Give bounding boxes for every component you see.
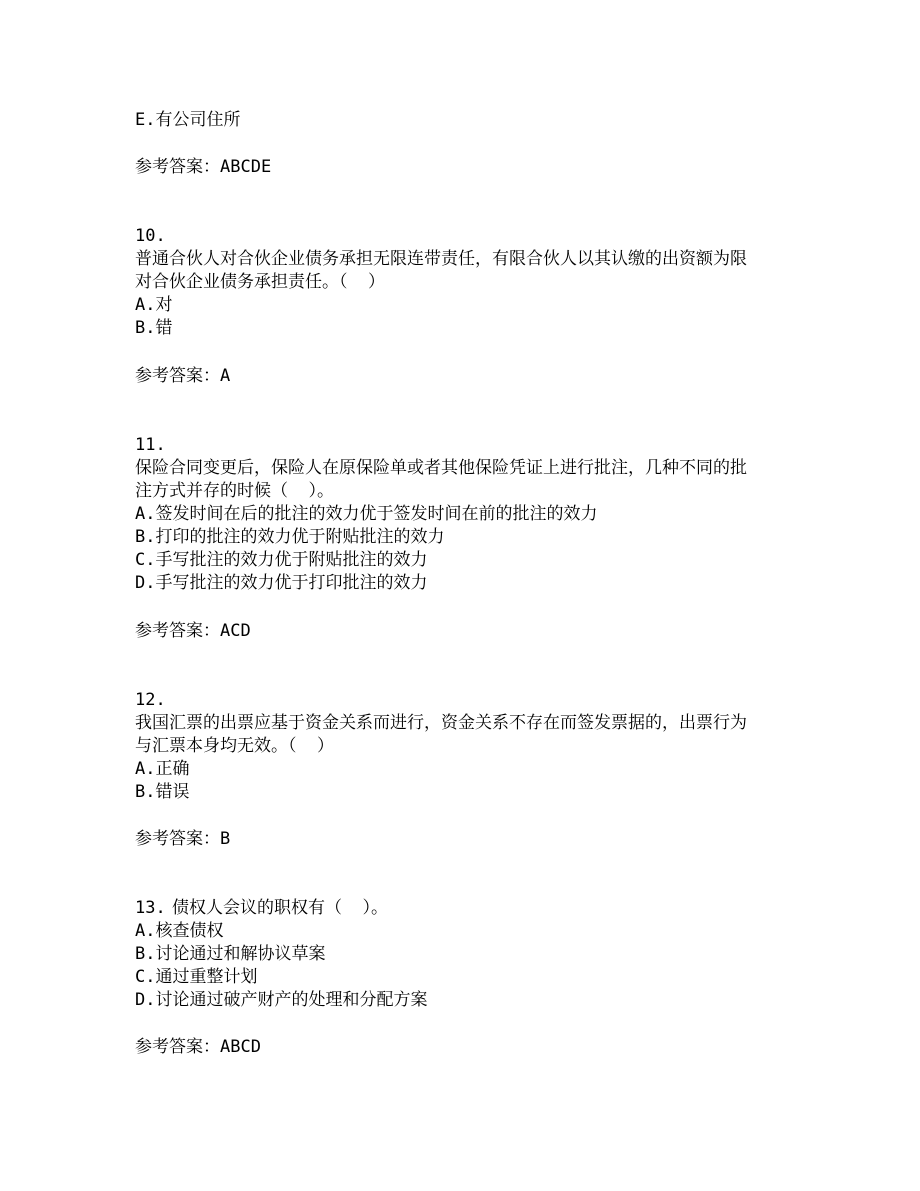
question-stem-line: 普通合伙人对合伙企业债务承担无限连带责任，有限合伙人以其认缴的出资额为限 (135, 249, 747, 269)
option-b: B.打印的批注的效力优于附贴批注的效力 (135, 527, 445, 547)
answer-12: 参考答案：B (135, 829, 231, 849)
question-number: 11. (135, 435, 166, 455)
option-c: C.通过重整计划 (135, 967, 258, 987)
option-b: B.错 (135, 318, 173, 338)
option-a: A.正确 (135, 759, 190, 779)
option-d: D.讨论通过破产财产的处理和分配方案 (135, 990, 428, 1010)
option-c: C.手写批注的效力优于附贴批注的效力 (135, 550, 428, 570)
answer-9: 参考答案：ABCDE (135, 157, 272, 177)
question-number: 10. (135, 226, 166, 246)
answer-10: 参考答案：A (135, 366, 231, 386)
question-stem-line: 我国汇票的出票应基于资金关系而进行，资金关系不存在而签发票据的，出票行为 (135, 713, 747, 733)
option-b: B.讨论通过和解协议草案 (135, 944, 326, 964)
question-number: 12. (135, 690, 166, 710)
question-stem-line: 对合伙企业债务承担责任。（ ） (135, 272, 385, 292)
option-b: B.错误 (135, 782, 190, 802)
question-number: 13. (135, 898, 166, 918)
question-stem-line: 注方式并存的时候（ ）。 (135, 481, 334, 501)
option-a: A.对 (135, 295, 173, 315)
answer-11: 参考答案：ACD (135, 621, 251, 641)
question-stem-line: 与汇票本身均无效。（ ） (135, 736, 334, 756)
option-a: A.核查债权 (135, 921, 224, 941)
question-stem-line: 债权人会议的职权有（ ）。 (172, 898, 388, 918)
question-stem-line: 保险合同变更后，保险人在原保险单或者其他保险凭证上进行批注，几种不同的批 (135, 458, 747, 478)
option-e: E.有公司住所 (135, 110, 241, 130)
option-a: A.签发时间在后的批注的效力优于签发时间在前的批注的效力 (135, 504, 598, 524)
option-d: D.手写批注的效力优于打印批注的效力 (135, 573, 428, 593)
answer-13: 参考答案：ABCD (135, 1037, 261, 1057)
